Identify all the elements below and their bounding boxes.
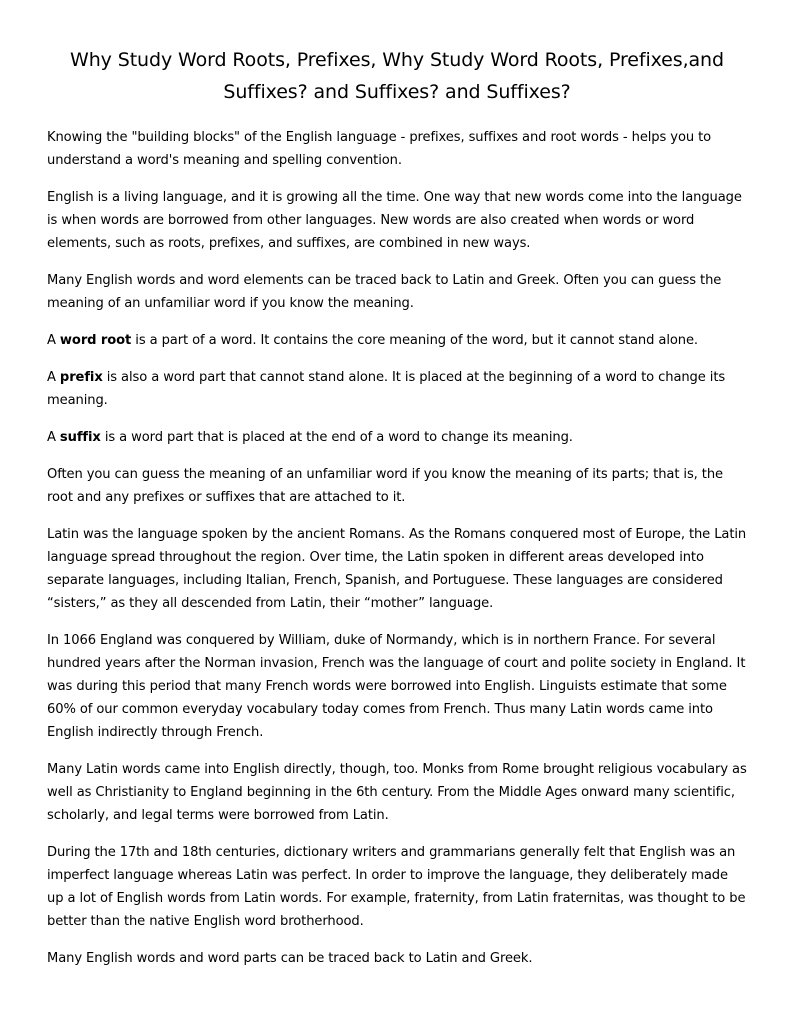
definition-lead: A [47,333,60,348]
definition-body: is also a word part that cannot stand alone. It is placed at the beginning of a word to change its meaning. [47,370,726,408]
page-title: Why Study Word Roots, Prefixes, Why Study Word Roots, Prefixes,and Suffixes? and Suffixes? and Suffixes? [70,49,724,103]
term-suffix: suffix [59,430,101,445]
definition-lead: A [47,370,60,385]
definition-body: is a word part that is placed at the end of a word to change its meaning. [100,430,573,445]
paragraph-suffix-definition [47,426,747,449]
paragraph-guess-meaning: Often you can guess the meaning of an unfamiliar word if you know the meaning of its parts; that is, the root and any prefixes or suffixes that are attached to it. [47,467,723,505]
paragraph-17th-18th-centuries: During the 17th and 18th centuries, dictionary writers and grammarians generally felt that English was an imperfect language whereas Latin was perfect. In order to improve the language, they deliberately made up a lot of English words from Latin words. For example, fraternity, from Latin fraternitas, was thought to be better than the native English word brotherhood. [47,845,746,929]
paragraph-living-language: English is a living language, and it is growing all the time. One way that new words come into the language is when words are borrowed from other languages. New words are also created when words or word elements, such as roots, prefixes, and suffixes, are combined in new ways. [47,190,742,251]
paragraph-latin-greek-origins: Many English words and word elements can be traced back to Latin and Greek. Often you can guess the meaning of an unfamiliar word if you know the meaning. [47,273,722,311]
paragraph-building-blocks: Knowing the "building blocks" of the English language - prefixes, suffixes and root words - helps you to understand a word's meaning and spelling convention. [47,130,712,168]
paragraph-prefix-definition [47,366,747,412]
definition-body: is a part of a word. It contains the core meaning of the word, but it cannot stand alone. [131,333,698,348]
definition-lead: A [47,430,60,445]
paragraph-latin-direct: Many Latin words came into English directly, though, too. Monks from Rome brought religious vocabulary as well as Christianity to England beginning in the 6th century. From the Middle Ages onward many scientific, scholarly, and legal terms were borrowed from Latin. [47,762,747,823]
term-prefix: prefix [59,370,103,385]
paragraph-closing: Many English words and word parts can be traced back to Latin and Greek. [47,951,533,966]
paragraph-latin-romans: Latin was the language spoken by the ancient Romans. As the Romans conquered most of Europe, the Latin language spread throughout the region. Over time, the Latin spoken in different areas developed into separate languages, including Italian, French, Spanish, and Portuguese. These languages are considered “sisters,” as they all descended from Latin, their “mother” language. [47,527,747,611]
paragraph-word-root-definition [47,329,747,352]
term-word-root: word root [59,333,132,348]
paragraph-norman-conquest: In 1066 England was conquered by William, duke of Normandy, which is in northern France. For several hundred years after the Norman invasion, French was the language of court and polite society in England. It was during this period that many French words were borrowed into English. Linguists estimate that some 60% of our common everyday vocabulary today comes from French. Thus many Latin words came into English indirectly through French. [47,633,746,740]
